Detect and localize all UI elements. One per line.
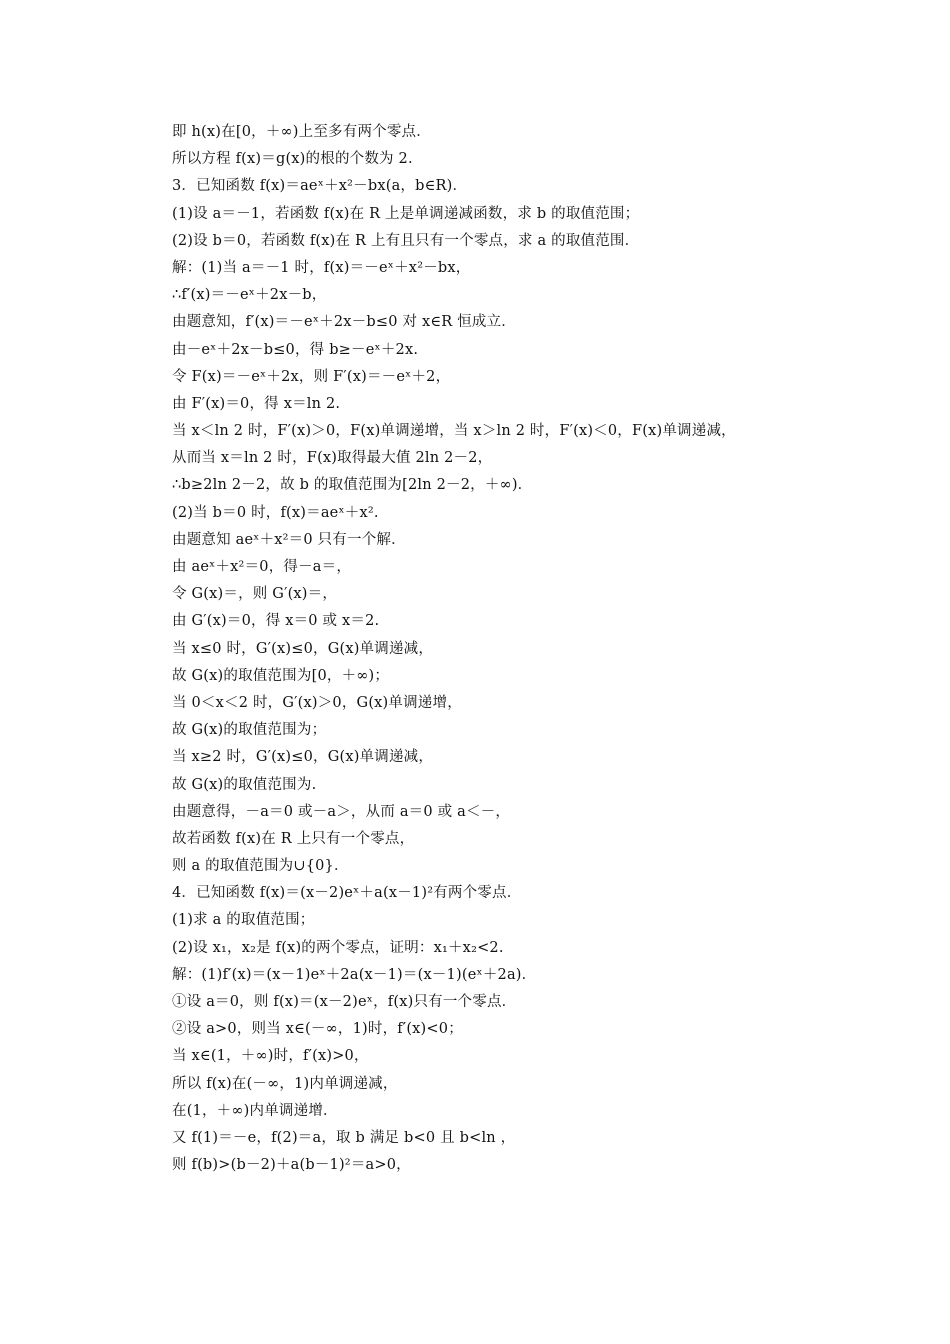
problem-3-part-1: (1)设 a＝－1，若函数 f(x)在 R 上是单调递减函数，求 b 的取值范围； — [172, 205, 640, 222]
text-line: ∴b≥2ln 2－2，故 b 的取值范围为[2ln 2－2，＋∞)． — [172, 477, 533, 494]
text-line: ∴f′(x)＝－eˣ＋2x－b， — [172, 287, 327, 304]
text-line: 从而当 x＝ln 2 时，F(x)取得最大值 2ln 2－2， — [172, 450, 493, 467]
problem-4-part-1: (1)求 a 的取值范围； — [172, 912, 315, 929]
text-line: 又 f(1)＝－e，f(2)＝a，取 b 满足 b<0 且 b<ln ， — [172, 1129, 516, 1146]
text-line: 所以 f(x)在(－∞，1)内单调递减， — [172, 1075, 398, 1092]
text-line: 当 x＜ln 2 时，F′(x)＞0，F(x)单调递增，当 x＞ln 2 时，F′(x)＜0，F(x)单调递减， — [172, 423, 736, 440]
text-line: 由－eˣ＋2x－b≤0，得 b≥－eˣ＋2x. — [172, 341, 419, 358]
text-line: 当 0＜x＜2 时，G′(x)＞0，G(x)单调递增， — [172, 694, 462, 711]
problem-4-statement: 4．已知函数 f(x)＝(x－2)eˣ＋a(x－1)²有两个零点． — [172, 885, 522, 902]
text-line: 由题意知 aeˣ＋x²＝0 只有一个解． — [172, 531, 406, 548]
text-line: ①设 a＝0，则 f(x)＝(x－2)eˣ，f(x)只有一个零点． — [172, 994, 517, 1010]
text-line: 故 G(x)的取值范围为. — [172, 776, 317, 793]
text-line: 在(1，＋∞)内单调递增． — [172, 1102, 338, 1119]
text-line: 由 F′(x)＝0，得 x＝ln 2. — [172, 395, 341, 412]
problem-4-part-2: (2)设 x₁，x₂是 f(x)的两个零点，证明：x₁＋x₂<2. — [172, 939, 504, 956]
text-line: 即 h(x)在[0，＋∞)上至多有两个零点． — [172, 124, 431, 140]
text-line: 当 x∈(1，＋∞)时，f′(x)>0， — [172, 1048, 369, 1065]
text-line: 则 a 的取值范围为∪{0}． — [172, 858, 349, 875]
text-line: 由题意知，f′(x)＝－eˣ＋2x－b≤0 对 x∈R 恒成立． — [172, 314, 516, 331]
text-line: 令 G(x)＝，则 G′(x)＝， — [172, 586, 338, 603]
text-line: 由 aeˣ＋x²＝0，得－a＝， — [172, 559, 352, 575]
text-line: 所以方程 f(x)＝g(x)的根的个数为 2. — [172, 151, 413, 168]
text-line: 当 x≤0 时，G′(x)≤0，G(x)单调递减， — [172, 640, 434, 657]
text-line: 解：(1)当 a＝－1 时，f(x)＝－eˣ＋x²－bx， — [172, 259, 471, 276]
text-line: 由题意得，－a＝0 或－a＞，从而 a＝0 或 a＜－， — [172, 803, 511, 820]
text-line: 故若函数 f(x)在 R 上只有一个零点， — [172, 830, 415, 847]
text-line: 由 G′(x)＝0，得 x＝0 或 x＝2. — [172, 613, 380, 630]
text-line: 当 x≥2 时，G′(x)≤0，G(x)单调递减， — [172, 749, 434, 766]
text-line: 故 G(x)的取值范围为[0，＋∞)； — [172, 667, 390, 684]
text-line: 令 F(x)＝－eˣ＋2x，则 F′(x)＝－eˣ＋2， — [172, 368, 451, 385]
text-line: ②设 a>0，则当 x∈(－∞，1)时，f′(x)<0； — [172, 1021, 463, 1038]
problem-3-statement: 3．已知函数 f(x)＝aeˣ＋x²－bx(a，b∈R)． — [172, 178, 468, 195]
text-line: (2)当 b＝0 时，f(x)＝aeˣ＋x². — [172, 504, 379, 521]
text-line: 故 G(x)的取值范围为； — [172, 722, 327, 739]
text-line: 则 f(b)>(b－2)＋a(b－1)²＝a>0， — [172, 1157, 411, 1174]
problem-3-part-2: (2)设 b＝0，若函数 f(x)在 R 上有且只有一个零点，求 a 的取值范围． — [172, 232, 640, 249]
text-line: 解：(1)f′(x)＝(x－1)eˣ＋2a(x－1)＝(x－1)(eˣ＋2a)． — [172, 966, 537, 983]
document-body — [172, 119, 852, 1179]
